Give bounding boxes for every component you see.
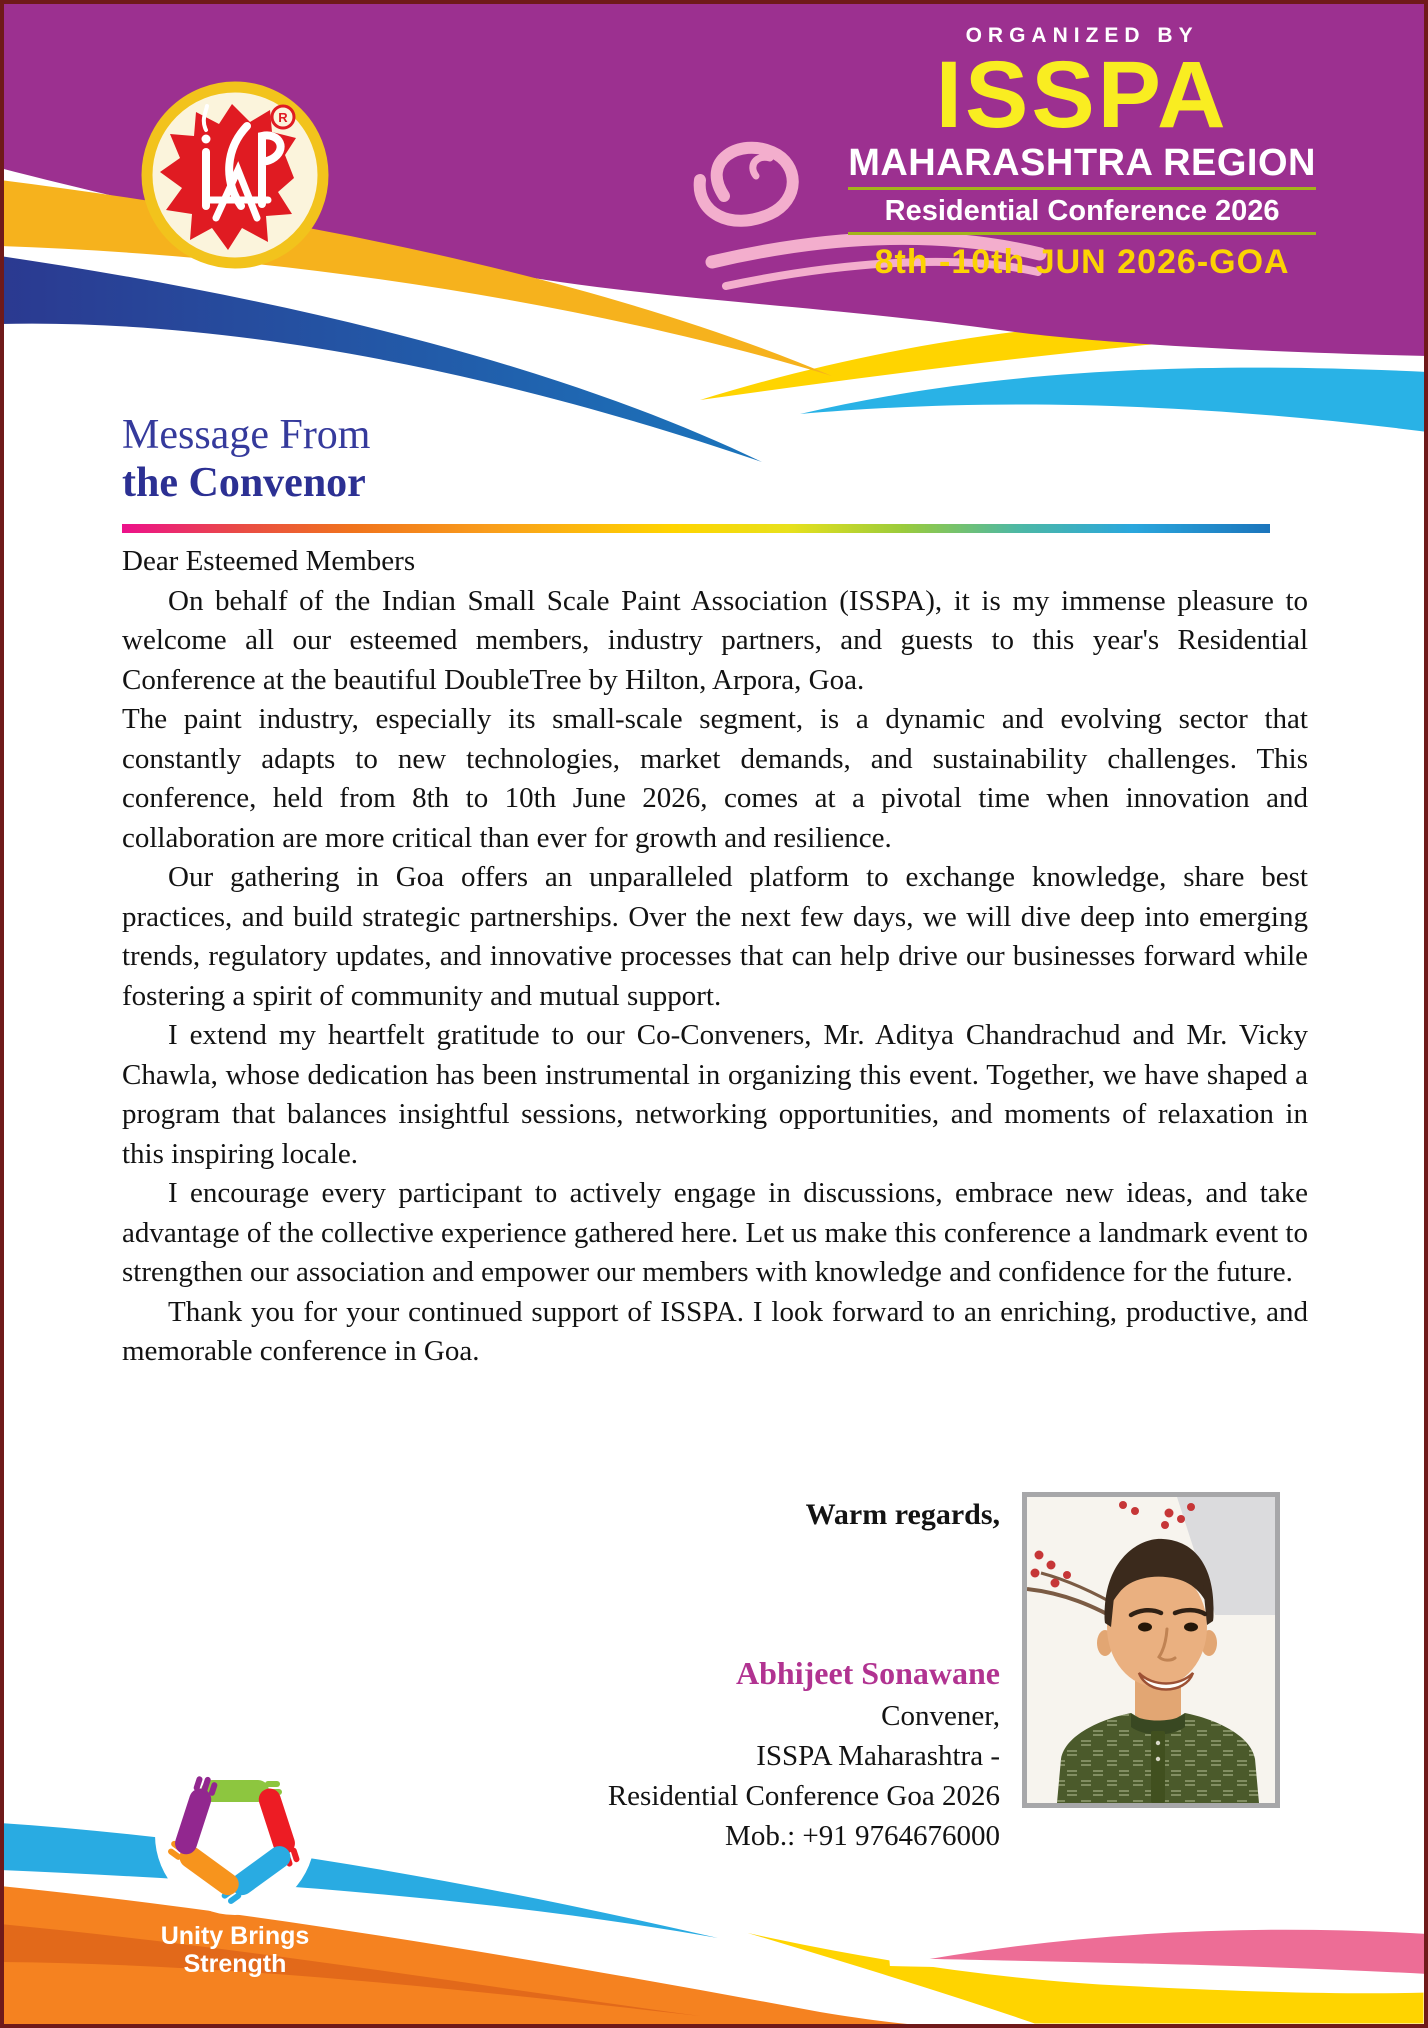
- convenor-photo: [1022, 1492, 1280, 1808]
- salutation: Dear Esteemed Members: [122, 545, 416, 577]
- paragraph: I encourage every participant to actively engage in discussions, embrace new ideas, and take advantage of the collective experience gathered here. Let us make this conference a landmark event to strengthen our association and empower our members with knowledge and confidence for the future.: [122, 1177, 1308, 1288]
- event-dates: 8th -10th JUN 2026-GOA: [874, 242, 1290, 281]
- unity-tagline-line1: Unity Brings: [160, 1922, 310, 1950]
- header-text-block: [848, 24, 1316, 282]
- page-title-line2: the Convenor: [122, 459, 366, 506]
- page-title: [122, 412, 370, 508]
- paragraph: Our gathering in Goa offers an unparalleled platform to exchange knowledge, share best practices, and build strategic partnerships. Over the next few days, we will dive deep into emerging trends, regulatory updates, and innovative processes that can help drive our businesses forward while fostering a spirit of community and mutual support.: [122, 861, 1308, 1012]
- org-name: ISSPA: [935, 42, 1229, 148]
- unity-tagline: [140, 1922, 330, 1978]
- organized-by-label: ORGANIZED BY: [965, 24, 1199, 47]
- warm-regards: Warm regards,: [805, 1498, 1000, 1531]
- event-name: Residential Conference 2026: [884, 194, 1280, 227]
- rainbow-divider-bar: [122, 524, 1270, 533]
- letter-body: [122, 542, 1308, 1372]
- paragraph: On behalf of the Indian Small Scale Paint Association (ISSPA), it is my immense pleasure to welcome all our esteemed members, industry partners, and guests to this year's Residential Conference at the beautiful DoubleTree by Hilton, Arpora, Goa.: [122, 584, 1308, 696]
- unity-hands-logo-icon: [155, 1755, 315, 1915]
- page-title-line1: Message From: [122, 412, 371, 458]
- signature-role: Convener,: [881, 1700, 1000, 1732]
- region-name: MAHARASHTRA REGION: [848, 142, 1316, 185]
- unity-tagline-line2: Strength: [183, 1950, 287, 1978]
- paragraph: The paint industry, especially its small-scale segment, is a dynamic and evolving sector that constantly adapts to new technologies, market demands, and sustainability challenges. This conference, held from 8th to 10th June 2026, comes at a pivotal time when innovation and collaboration are more critical than ever for growth and resilience.: [122, 703, 1308, 854]
- signature-block: [608, 1650, 1000, 1856]
- signature-event: Residential Conference Goa 2026: [607, 1780, 1000, 1812]
- registered-mark-icon: R: [278, 110, 288, 125]
- signature-name: Abhijeet Sonawane: [735, 1655, 1000, 1691]
- isspa-logo-icon: [147, 87, 323, 263]
- underline-rule: [848, 232, 1316, 235]
- paragraph: Thank you for your continued support of ISSPA. I look forward to an enriching, productive, and memorable conference in Goa.: [122, 1295, 1308, 1367]
- paragraph: I extend my heartfelt gratitude to our Co-Conveners, Mr. Aditya Chandrachud and Mr. Vicky Chawla, whose dedication has been instrumental in organizing this event. Together, we have shaped a program that balances insightful sessions, networking opportunities, and moments of relaxation in this inspiring locale.: [122, 1019, 1308, 1170]
- underline-rule: [848, 187, 1316, 190]
- signature-organization: ISSPA Maharashtra -: [756, 1740, 1000, 1772]
- signature-mobile: Mob.: +91 9764676000: [725, 1820, 1000, 1852]
